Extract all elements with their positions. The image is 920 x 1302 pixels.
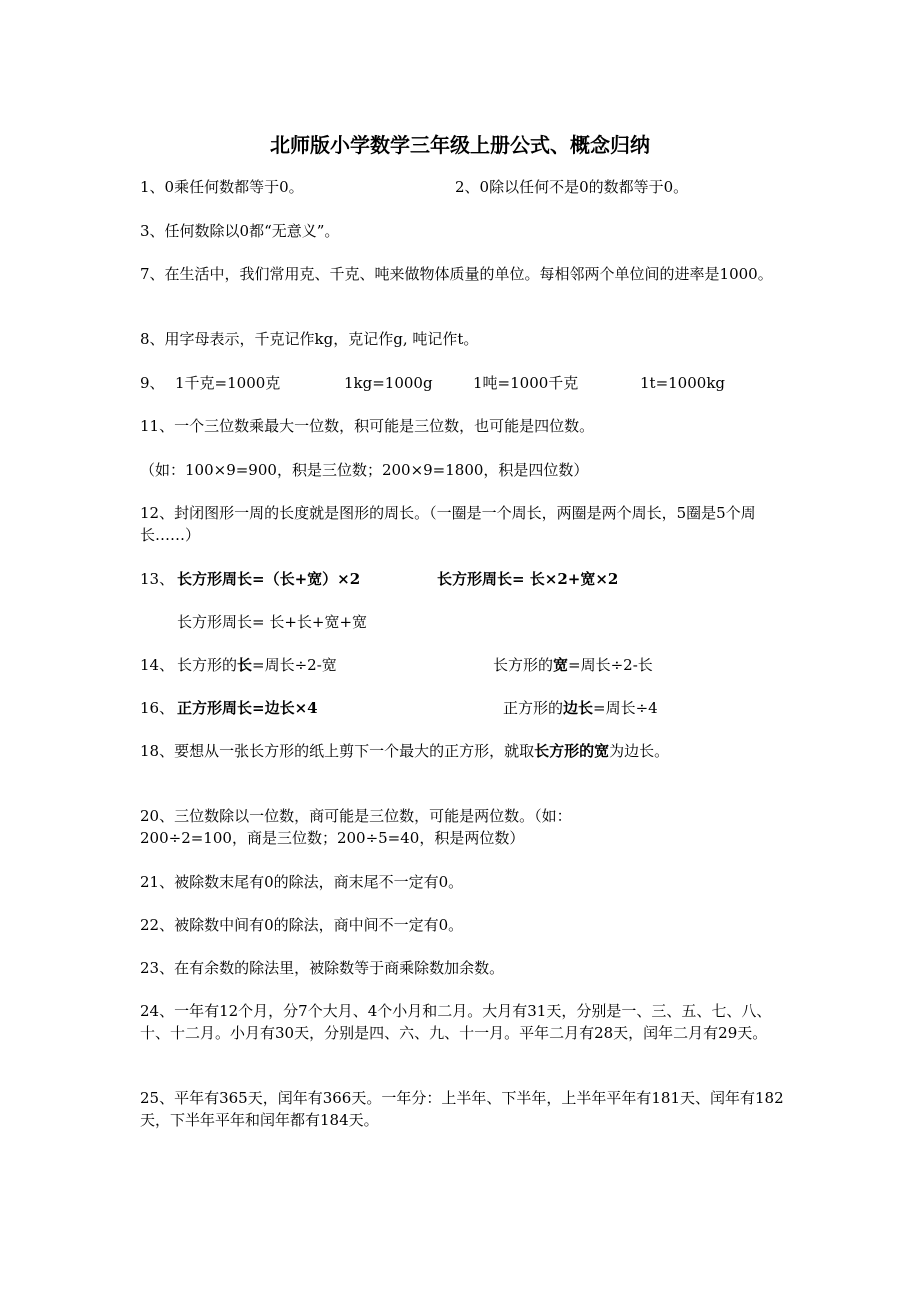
- item-22: 22、被除数中间有0的除法，商中间不一定有0。: [140, 916, 464, 934]
- item-13-formula-c: 长方形周长= 长+长+宽+宽: [177, 613, 368, 631]
- item-16-square-perimeter: 正方形周长=边长×4: [177, 699, 318, 717]
- item-20-line-2: 200÷2=100，商是三位数；200÷5=40，积是两位数）: [140, 829, 525, 847]
- item-13-formula-b: 长方形周长= 长×2+宽×2: [437, 570, 619, 588]
- item-16-number: 16、: [140, 699, 175, 717]
- item-9-t-kg: 1吨=1000千克: [473, 374, 579, 392]
- item-21: 21、被除数末尾有0的除法，商末尾不一定有0。: [140, 873, 464, 891]
- item-9-t-kg-symbol: 1t=1000kg: [640, 374, 726, 392]
- item-3: 3、任何数除以0都“无意义”。: [140, 222, 340, 240]
- item-11: 11、一个三位数乘最大一位数，积可能是三位数，也可能是四位数。: [140, 417, 595, 435]
- item-9-number: 9、: [140, 374, 165, 392]
- item-7: 7、在生活中，我们常用克、千克、吨来做物体质量的单位。每相邻两个单位间的进率是1000。: [140, 265, 773, 283]
- item-20-line-1: 20、三位数除以一位数，商可能是三位数，可能是两位数。（如：: [140, 807, 572, 825]
- item-13-formula-a: 长方形周长=（长+宽）×2: [177, 570, 361, 588]
- item-18: 18、要想从一张长方形的纸上剪下一个最大的正方形，就取长方形的宽为边长。: [140, 742, 670, 760]
- item-9-kg-g-symbol: 1kg=1000g: [344, 374, 433, 392]
- item-12: 12、封闭图形一周的长度就是图形的周长。（一圈是一个周长，两圈是两个周长，5圈是5个周长……）: [140, 504, 756, 544]
- item-2: 2、0除以任何不是0的数都等于0。: [455, 178, 689, 196]
- item-25: 25、平年有365天，闰年有366天。一年分：上半年、下半年，上半年平年有181天、闰年有182天，下半年平年和闰年都有184天。: [140, 1089, 784, 1129]
- item-16-square-side: 正方形的边长=周长÷4: [503, 699, 658, 717]
- item-1: 1、0乘任何数都等于0。: [140, 178, 304, 196]
- item-11-example: （如：100×9=900，积是三位数；200×9=1800，积是四位数）: [140, 461, 589, 479]
- item-14-width: 长方形的宽=周长÷2-长: [493, 656, 653, 674]
- item-13-number: 13、: [140, 570, 175, 588]
- item-14-number: 14、: [140, 656, 175, 674]
- document-title: 北师版小学数学三年级上册公式、概念归纳: [270, 133, 650, 157]
- item-23: 23、在有余数的除法里，被除数等于商乘除数加余数。: [140, 959, 505, 977]
- item-9-kg-g: 1千克=1000克: [175, 374, 281, 392]
- item-24: 24、一年有12个月，分7个大月、4个小月和二月。大月有31天，分别是一、三、五、七、八、十、十二月。小月有30天，分别是四、六、九、十一月。平年二月有28天，闰年二月有29天。: [140, 1002, 772, 1042]
- item-14-length: 长方形的长=周长÷2-宽: [177, 656, 337, 674]
- item-8: 8、用字母表示，千克记作kg，克记作g, 吨记作t。: [140, 330, 479, 348]
